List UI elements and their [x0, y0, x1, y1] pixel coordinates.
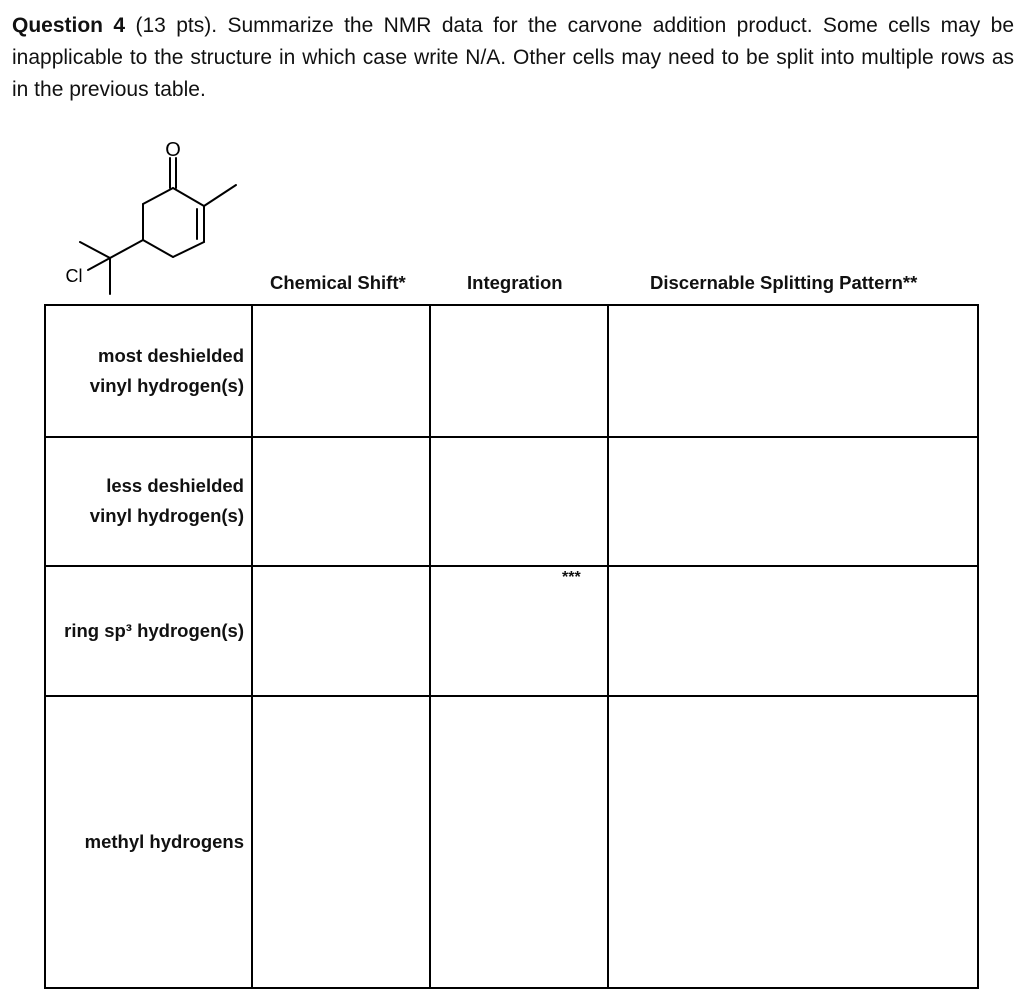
chemical-shift-cell[interactable] [253, 306, 431, 436]
bond-c4-c5 [143, 240, 173, 257]
integration-cell[interactable] [431, 436, 609, 565]
row-label-cell [46, 436, 253, 565]
bond-c1-c2 [173, 188, 204, 206]
row-label [46, 827, 244, 857]
question-text [12, 10, 1014, 106]
table-row-ring-sp3 [44, 567, 979, 697]
row-label-cell [46, 306, 253, 436]
splitting-pattern-cell[interactable] [609, 306, 977, 436]
nmr-data-table [44, 304, 977, 989]
oxygen-label: O [165, 139, 181, 161]
chemical-shift-cell[interactable] [253, 567, 431, 695]
integration-cell[interactable] [431, 567, 609, 695]
splitting-pattern-cell[interactable] [609, 697, 977, 987]
row-label-cell [46, 567, 253, 695]
row-label-cell [46, 697, 253, 987]
column-header-splitting-pattern: Discernable Splitting Pattern** [650, 272, 918, 293]
splitting-pattern-cell[interactable] [609, 436, 977, 565]
bond-chlorine [88, 258, 110, 270]
table-row-less-deshielded [44, 436, 979, 567]
bond-methyl-a [80, 242, 110, 258]
table-row-most-deshielded [44, 304, 979, 438]
row-label-line1: less deshielded [106, 474, 244, 496]
chlorine-label: Cl [65, 266, 83, 286]
bond-c3-c4 [173, 242, 204, 257]
carvone-addition-product-structure [50, 130, 260, 300]
row-label-line2: vinyl hydrogen(s) [89, 504, 244, 526]
row-label [46, 616, 244, 646]
question-points: (13 pts). [135, 14, 218, 37]
bond-c6-c1 [143, 188, 173, 204]
row-label-line1: ring sp³ hydrogen(s) [64, 620, 244, 641]
row-label [46, 471, 244, 531]
integration-cell[interactable] [431, 697, 609, 987]
row-label [46, 341, 244, 401]
table-row-methyl [44, 697, 979, 989]
splitting-pattern-cell[interactable] [609, 567, 977, 695]
column-header-chemical-shift: Chemical Shift* [270, 272, 406, 293]
chemical-shift-cell[interactable] [253, 436, 431, 565]
row-label-line1: methyl hydrogens [84, 831, 244, 852]
integration-cell[interactable] [431, 306, 609, 436]
row-label-line2: vinyl hydrogen(s) [89, 375, 244, 396]
chemical-shift-cell[interactable] [253, 697, 431, 987]
integration-footnote-mark: *** [562, 569, 581, 586]
bond-quaternary [110, 240, 143, 258]
row-label-line1: most deshielded [98, 345, 244, 366]
column-header-integration: Integration [467, 272, 563, 293]
bond-methyl [204, 185, 236, 206]
question-number: Question 4 [12, 14, 126, 37]
question-body: Summarize the NMR data for the carvone addition product. Some cells may be inapplicable to the structure in which case write N/A. Other cells may need to be split into multiple rows as in the previous table. [12, 14, 1015, 101]
